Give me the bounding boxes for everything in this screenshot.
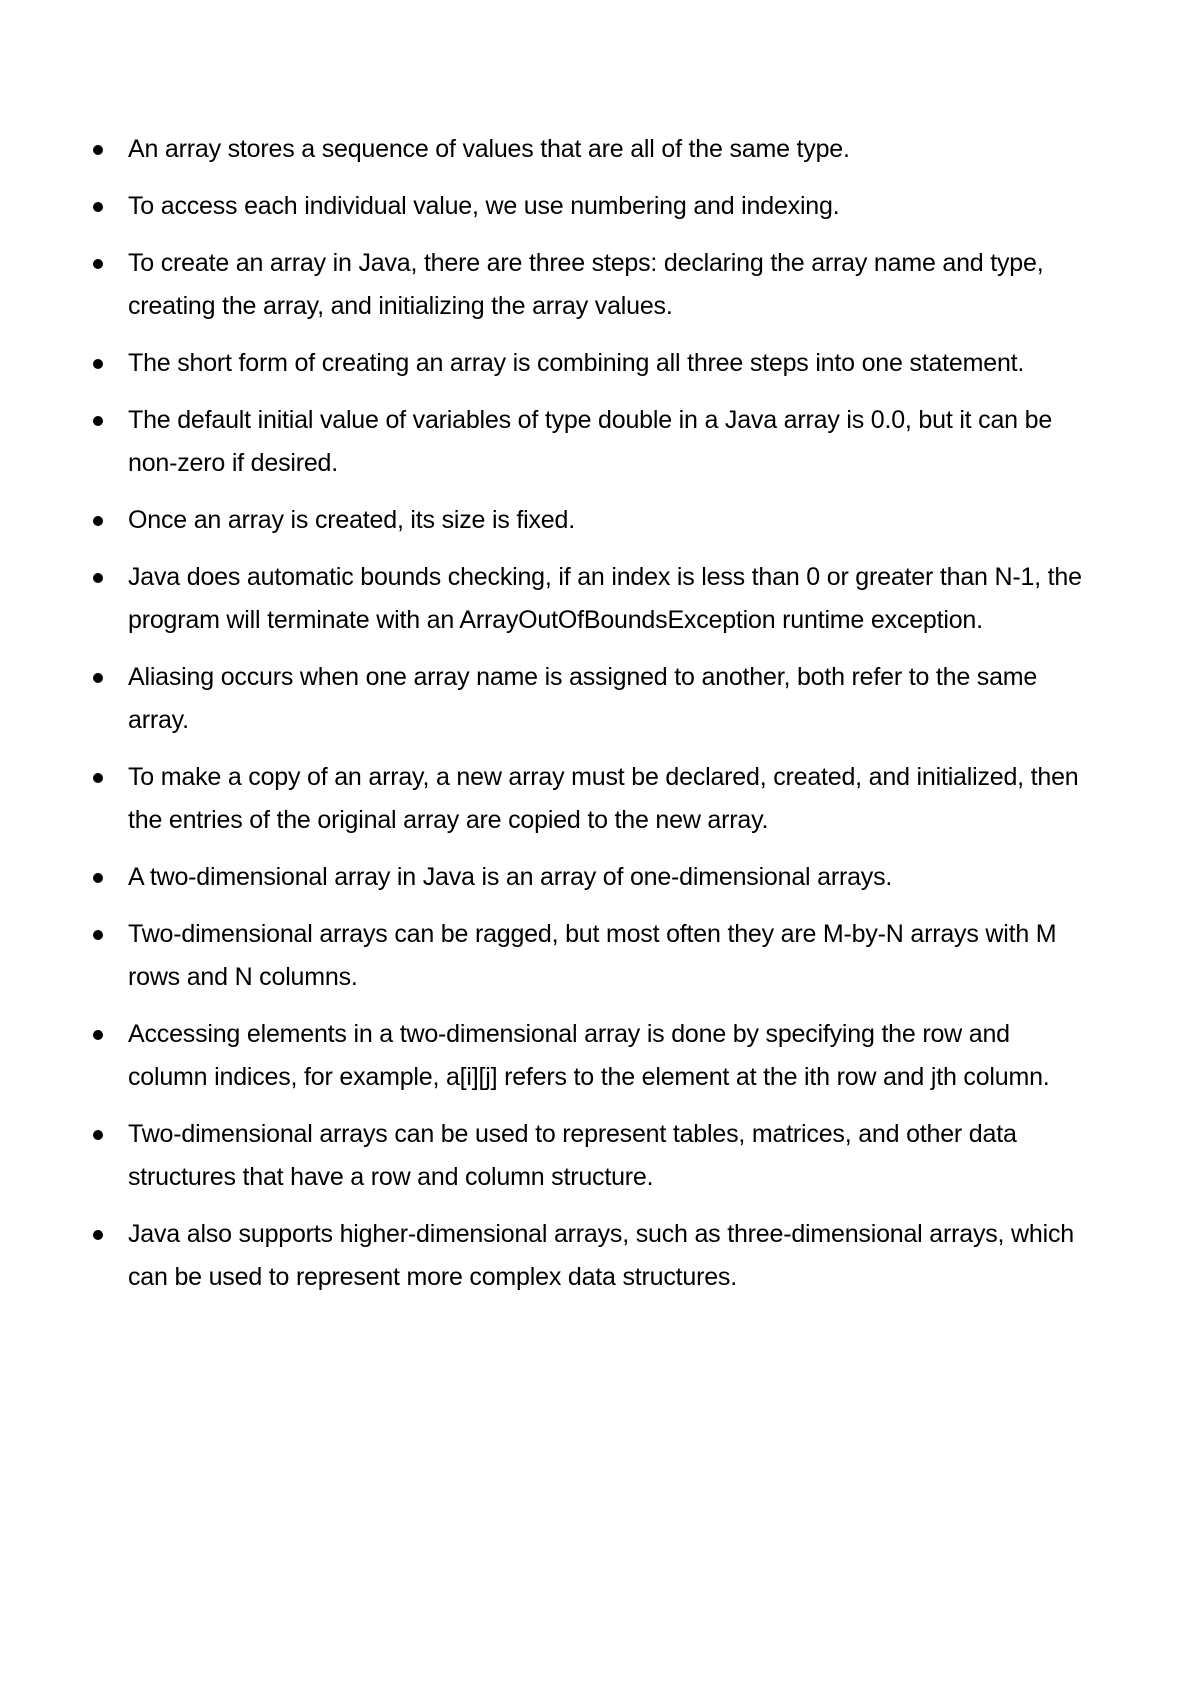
bullet-icon (93, 1230, 103, 1240)
bullet-text: Two-dimensional arrays can be ragged, but most often they are M-by-N arrays with M rows and N columns. (128, 920, 1057, 991)
bullet-icon (93, 202, 103, 212)
list-item (88, 128, 1088, 171)
bullet-icon (93, 416, 103, 426)
bullet-icon (93, 1030, 103, 1040)
bullet-text: A two-dimensional array in Java is an array of one-dimensional arrays. (128, 863, 893, 891)
list-item (88, 756, 1088, 842)
bullet-icon (93, 145, 103, 155)
list-item (88, 1113, 1088, 1199)
bullet-icon (93, 930, 103, 940)
list-item (88, 656, 1088, 742)
bullet-icon (93, 873, 103, 883)
bullet-text: Accessing elements in a two-dimensional array is done by specifying the row and column indices, for example, a[i][j] refers to the element at the ith row and jth column. (128, 1020, 1050, 1091)
bullet-icon (93, 1130, 103, 1140)
bullet-icon (93, 259, 103, 269)
list-item (88, 499, 1088, 542)
bullet-text: Aliasing occurs when one array name is assigned to another, both refer to the same array. (128, 663, 1038, 734)
list-item (88, 242, 1088, 328)
bullet-icon (93, 516, 103, 526)
bullet-text: Two-dimensional arrays can be used to represent tables, matrices, and other data structures that have a row and column structure. (128, 1120, 1017, 1191)
list-item (88, 399, 1088, 485)
list-item (88, 913, 1088, 999)
bullet-text: The short form of creating an array is combining all three steps into one statement. (128, 349, 1025, 377)
list-item (88, 1013, 1088, 1099)
list-item (88, 856, 1088, 899)
bullet-text: Once an array is created, its size is fixed. (128, 506, 575, 534)
bullet-text: The default initial value of variables of type double in a Java array is 0.0, but it can be non-zero if desired. (128, 406, 1053, 477)
bullet-icon (93, 573, 103, 583)
bullet-text: To make a copy of an array, a new array must be declared, created, and initialized, then the entries of the original array are copied to the new array. (128, 763, 1079, 834)
bullet-text: To create an array in Java, there are three steps: declaring the array name and type, creating the array, and initializing the array values. (128, 249, 1044, 320)
bullet-text: An array stores a sequence of values that are all of the same type. (128, 135, 850, 163)
bullet-icon (93, 359, 103, 369)
bullet-text: Java does automatic bounds checking, if an index is less than 0 or greater than N-1, the program will terminate with an ArrayOutOfBoundsException runtime exception. (128, 563, 1082, 634)
list-item (88, 185, 1088, 228)
list-item (88, 1213, 1088, 1299)
bullet-list (88, 128, 1088, 1313)
list-item (88, 556, 1088, 642)
bullet-text: To access each individual value, we use numbering and indexing. (128, 192, 840, 220)
bullet-icon (93, 673, 103, 683)
list-item (88, 342, 1088, 385)
bullet-text: Java also supports higher-dimensional arrays, such as three-dimensional arrays, which can be used to represent more complex data structures. (128, 1220, 1074, 1291)
bullet-icon (93, 773, 103, 783)
